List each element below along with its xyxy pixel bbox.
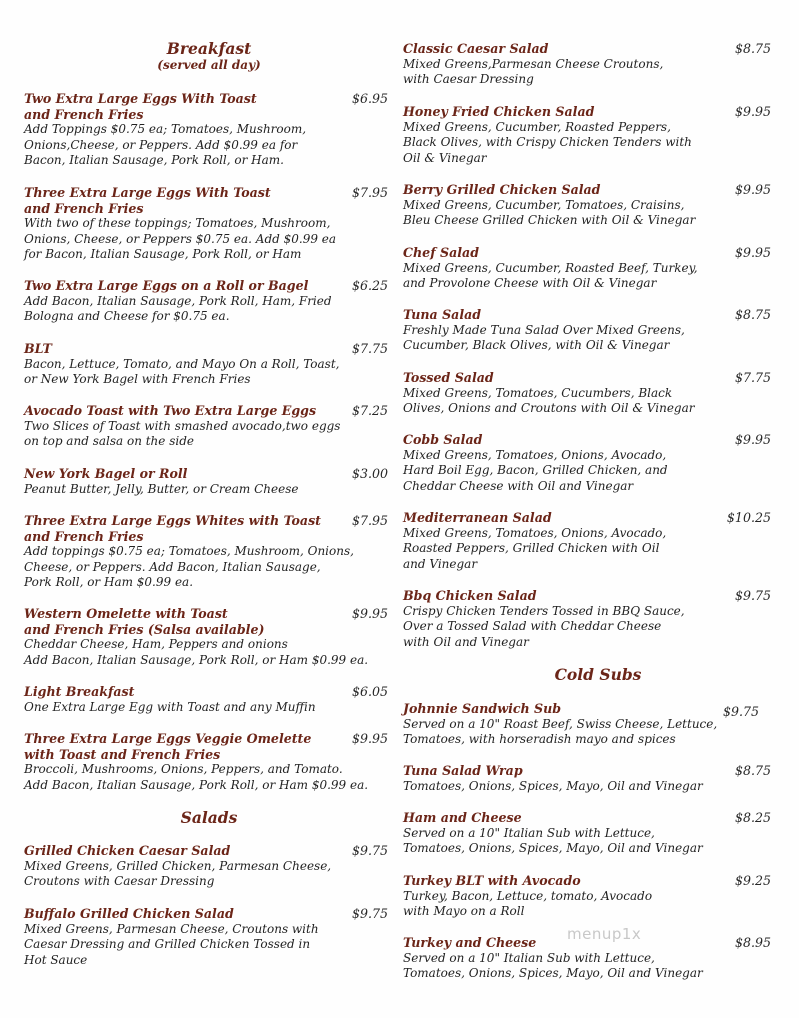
item-price: $8.95 — [734, 935, 771, 950]
item-name: Light Breakfast — [24, 684, 135, 699]
item-name: Honey Fried Chicken Salad — [403, 104, 595, 119]
cold-subs-title: Cold Subs — [554, 665, 642, 684]
item-description: Add toppings $0.75 ea; Tomatoes, Mushroom, Onions, Cheese, or Peppers. Add Bacon, Italian Sausage, Pork Roll, or Ham $0.99 ea. — [24, 544, 354, 589]
item-price: $7.75 — [734, 370, 771, 385]
item-name: Cobb Salad — [403, 432, 483, 447]
item-price: $6.95 — [351, 91, 388, 106]
item-price: $8.25 — [734, 810, 771, 825]
item-description: Add Bacon, Italian Sausage, Pork Roll, Ham, Fried Bologna and Cheese for $0.75 ea. — [24, 293, 332, 323]
item-name: Grilled Chicken Caesar Salad — [24, 843, 231, 858]
item-name: Ham and Cheese — [403, 810, 522, 825]
item-description: Peanut Butter, Jelly, Butter, or Cream Cheese — [24, 481, 299, 496]
menu-item — [24, 684, 394, 715]
item-description: Mixed Greens, Cucumber, Tomatoes, Craisins, Bleu Cheese Grilled Chicken with Oil & Vinegar — [403, 197, 696, 227]
item-description: Freshly Made Tuna Salad Over Mixed Greens, Cucumber, Black Olives, with Oil & Vinegar — [403, 322, 685, 352]
menu-item — [403, 588, 773, 650]
item-price: $9.95 — [734, 104, 771, 119]
item-price: $9.25 — [734, 873, 771, 888]
item-name: Buffalo Grilled Chicken Salad — [24, 906, 234, 921]
item-price: $9.75 — [351, 843, 388, 858]
item-name: Johnnie Sandwich Sub — [403, 701, 562, 716]
menu-item — [24, 341, 394, 388]
item-description: Tomatoes, Onions, Spices, Mayo, Oil and Vinegar — [403, 778, 703, 793]
item-price: $7.95 — [351, 185, 388, 200]
salads-header — [24, 809, 394, 827]
menu-item — [24, 606, 394, 668]
item-name: New York Bagel or Roll — [24, 466, 188, 481]
menu-item — [24, 843, 394, 890]
item-name: Classic Caesar Salad — [403, 41, 549, 56]
item-name: Western Omelette with Toast and French Fries (Salsa available) — [24, 606, 265, 637]
item-name: BLT — [24, 341, 52, 356]
item-name: Two Extra Large Eggs With Toast and French Fries — [24, 91, 257, 122]
item-name: Tossed Salad — [403, 370, 494, 385]
menu-item — [24, 906, 394, 968]
menu-item — [24, 185, 394, 263]
item-description: Add Toppings $0.75 ea; Tomatoes, Mushroom, Onions,Cheese, or Peppers. Add $0.99 ea for Bacon, Italian Sausage, Pork Roll, or Ham. — [24, 122, 307, 167]
item-price: $7.95 — [351, 513, 388, 528]
item-name: Mediterranean Salad — [403, 510, 552, 525]
item-description: Served on a 10" Roast Beef, Swiss Cheese, Lettuce, Tomatoes, with horseradish mayo and spices — [403, 716, 718, 746]
item-price: $9.75 — [722, 704, 759, 719]
item-price: $9.95 — [351, 731, 388, 746]
item-price: $9.95 — [734, 432, 771, 447]
item-name: Three Extra Large Eggs Whites with Toast and French Fries — [24, 513, 321, 544]
menu-item — [403, 307, 773, 354]
item-price: $9.95 — [351, 606, 388, 621]
item-price: $9.75 — [351, 906, 388, 921]
item-description: Mixed Greens,Parmesan Cheese Croutons, with Caesar Dressing — [403, 56, 664, 86]
item-description: Mixed Greens, Tomatoes, Cucumbers, Black Olives, Onions and Croutons with Oil & Vinegar — [403, 385, 695, 415]
item-price: $9.95 — [734, 245, 771, 260]
item-name: Avocado Toast with Two Extra Large Eggs — [24, 403, 317, 418]
menu-item — [24, 466, 394, 497]
breakfast-title: Breakfast — [166, 39, 252, 58]
item-description: Mixed Greens, Grilled Chicken, Parmesan Cheese, Croutons with Caesar Dressing — [24, 858, 332, 888]
item-name: Tuna Salad — [403, 307, 482, 322]
item-price: $9.75 — [734, 588, 771, 603]
menu-item — [403, 701, 773, 748]
item-price: $8.75 — [734, 41, 771, 56]
item-price: $6.25 — [351, 278, 388, 293]
menu-item — [403, 873, 773, 920]
item-name: Chef Salad — [403, 245, 479, 260]
salads-title: Salads — [180, 808, 238, 827]
menu-item — [24, 91, 394, 169]
item-description: One Extra Large Egg with Toast and any Muffin — [24, 699, 316, 714]
item-price: $3.00 — [351, 466, 388, 481]
item-description: Served on a 10" Italian Sub with Lettuce, Tomatoes, Onions, Spices, Mayo, Oil and Vinegar — [403, 825, 703, 855]
item-description: Mixed Greens, Tomatoes, Onions, Avocado, Hard Boil Egg, Bacon, Grilled Chicken, and Cheddar Cheese with Oil and Vinegar — [403, 447, 668, 493]
menu-item — [403, 510, 773, 572]
menu-item — [403, 432, 773, 494]
item-description: Mixed Greens, Tomatoes, Onions, Avocado, Roasted Peppers, Grilled Chicken with Oil and Vinegar — [403, 525, 667, 571]
item-description: Turkey, Bacon, Lettuce, tomato, Avocado with Mayo on a Roll — [403, 888, 653, 918]
item-description: With two of these toppings; Tomatoes, Mushroom, Onions, Cheese, or Peppers $0.75 ea. Add $0.99 ea for Bacon, Italian Sausage, Pork Roll, or Ham — [24, 216, 337, 261]
item-name: Two Extra Large Eggs on a Roll or Bagel — [24, 278, 309, 293]
menu-item — [403, 245, 773, 292]
menu-item — [403, 41, 773, 88]
breakfast-header — [24, 40, 394, 73]
item-price: $7.75 — [351, 341, 388, 356]
item-name: Bbq Chicken Salad — [403, 588, 537, 603]
menu-item — [24, 403, 394, 450]
item-name: Tuna Salad Wrap — [403, 763, 523, 778]
item-price: $8.75 — [734, 307, 771, 322]
menu-item — [24, 513, 394, 591]
menu-item — [403, 370, 773, 417]
item-name: Turkey and Cheese — [403, 935, 537, 950]
item-price: $6.05 — [351, 684, 388, 699]
item-name: Three Extra Large Eggs Veggie Omelette with Toast and French Fries — [24, 731, 312, 762]
item-description: Mixed Greens, Cucumber, Roasted Peppers, Black Olives, with Crispy Chicken Tenders with Oil & Vinegar — [403, 119, 692, 165]
item-price: $8.75 — [734, 763, 771, 778]
item-price: $9.95 — [734, 182, 771, 197]
item-description: Cheddar Cheese, Ham, Peppers and onions Add Bacon, Italian Sausage, Pork Roll, or Ham $0.99 ea. — [24, 637, 369, 667]
item-description: Two Slices of Toast with smashed avocado,two eggs on top and salsa on the side — [24, 418, 341, 448]
item-name: Three Extra Large Eggs With Toast and French Fries — [24, 185, 271, 216]
cold-subs-header — [403, 666, 793, 684]
menu-item — [24, 278, 394, 325]
item-price: $7.25 — [351, 403, 388, 418]
item-description: Served on a 10" Italian Sub with Lettuce, Tomatoes, Onions, Spices, Mayo, Oil and Vinegar — [403, 950, 703, 980]
item-name: Berry Grilled Chicken Salad — [403, 182, 601, 197]
item-description: Bacon, Lettuce, Tomato, and Mayo On a Roll, Toast, or New York Bagel with French Fries — [24, 356, 340, 386]
watermark: menup1x — [567, 925, 642, 943]
menu-item — [403, 104, 773, 166]
item-description: Mixed Greens, Cucumber, Roasted Beef, Turkey, and Provolone Cheese with Oil & Vinegar — [403, 260, 698, 290]
item-name: Turkey BLT with Avocado — [403, 873, 581, 888]
item-description: Broccoli, Mushrooms, Onions, Peppers, and Tomato. Add Bacon, Italian Sausage, Pork Roll, or Ham $0.99 ea. — [24, 762, 369, 792]
breakfast-subtitle: (served all day) — [157, 58, 261, 72]
menu-item — [403, 182, 773, 229]
menu-item — [24, 731, 394, 793]
item-price: $10.25 — [726, 510, 771, 525]
item-description: Crispy Chicken Tenders Tossed in BBQ Sauce, Over a Tossed Salad with Cheddar Cheese with Oil and Vinegar — [403, 603, 685, 649]
menu-item — [403, 763, 773, 794]
item-description: Mixed Greens, Parmesan Cheese, Croutons with Caesar Dressing and Grilled Chicken Tossed in Hot Sauce — [24, 921, 319, 967]
menu-item — [403, 810, 773, 857]
